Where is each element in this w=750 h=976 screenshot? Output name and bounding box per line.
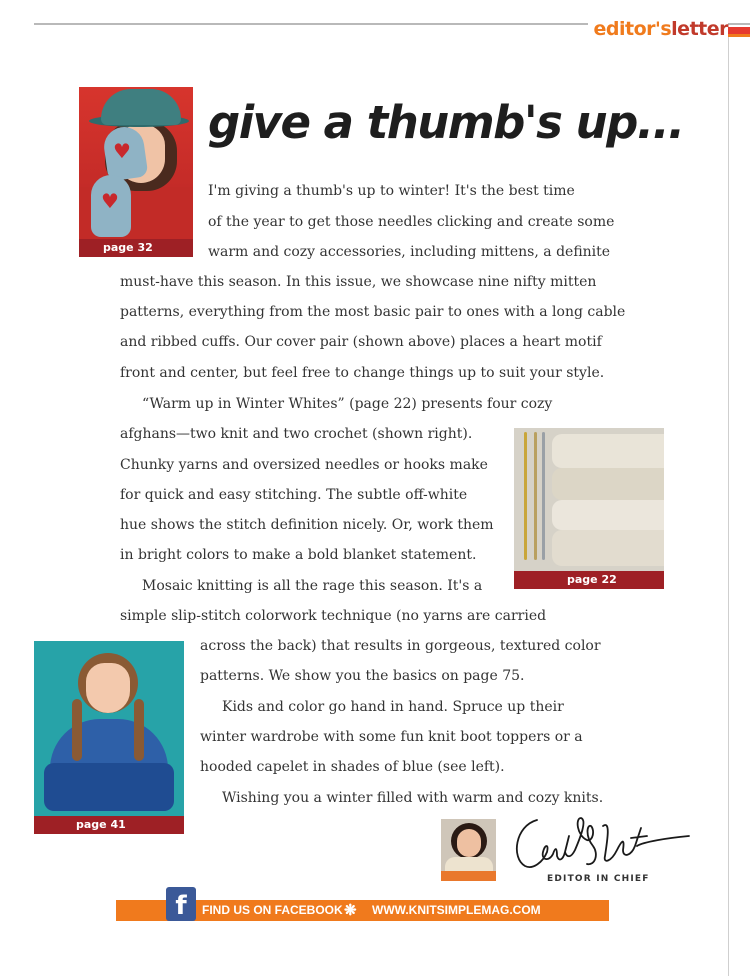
body-line: simple slip-stitch colorwork technique (no yarns are carried: [120, 608, 547, 624]
facebook-icon[interactable]: f: [166, 887, 196, 921]
body-line: hue shows the stitch definition nicely. Or, work them: [120, 517, 494, 533]
page-gutter-rule: [728, 27, 729, 976]
website-link[interactable]: WWW.KNITSIMPLEMAG.COM: [372, 903, 541, 917]
facebook-link[interactable]: FIND US ON FACEBOOK: [202, 903, 343, 917]
section-tag-letter: letter: [671, 18, 728, 40]
body-line: patterns, everything from the most basic pair to ones with a long cable: [120, 304, 626, 320]
heart-icon: ♥: [101, 189, 119, 213]
caption-page-22: page 22: [567, 573, 617, 586]
body-line: “Warm up in Winter Whites” (page 22) presents four cozy: [142, 396, 553, 412]
afghans-photo: [514, 428, 664, 589]
headline: give a thumb's up...: [208, 96, 684, 149]
caption-page-41: page 41: [76, 818, 126, 831]
heart-icon: ♥: [113, 139, 131, 163]
body-line: for quick and easy stitching. The subtle off-white: [120, 487, 468, 503]
body-line: must-have this season. In this issue, we showcase nine nifty mitten: [120, 274, 597, 290]
photo-caption: [514, 571, 664, 589]
body-line: front and center, but feel free to change things up to suit your style.: [120, 365, 605, 381]
body-line: patterns. We show you the basics on page 75.: [200, 668, 525, 684]
caption-page-32: page 32: [103, 241, 153, 254]
body-line: of the year to get those needles clicking and create some: [208, 214, 615, 230]
capelet-photo: [34, 641, 184, 834]
section-tag-editors: editor's: [593, 18, 672, 40]
section-tag-bar: [728, 27, 750, 34]
editor-title: EDITOR IN CHIEF: [547, 874, 650, 884]
body-line: winter wardrobe with some fun knit boot toppers or a: [200, 729, 583, 745]
body-line: Wishing you a winter filled with warm and cozy knits.: [222, 790, 604, 806]
section-tag: [588, 18, 728, 40]
body-line: Kids and color go hand in hand. Spruce up their: [222, 699, 564, 715]
body-line: warm and cozy accessories, including mittens, a definite: [208, 244, 611, 260]
asterisk-separator-icon: ❋: [344, 902, 357, 919]
photo-caption: [34, 816, 184, 834]
body-line: Mosaic knitting is all the rage this season. It's a: [142, 578, 483, 594]
mittens-photo: [79, 87, 193, 257]
body-line: I'm giving a thumb's up to winter! It's the best time: [208, 183, 575, 199]
section-tag-bar-accent: [728, 34, 750, 37]
body-line: hooded capelet in shades of blue (see left).: [200, 759, 505, 775]
body-line: in bright colors to make a bold blanket statement.: [120, 547, 477, 563]
body-line: and ribbed cuffs. Our cover pair (shown above) places a heart motif: [120, 334, 602, 350]
body-line: Chunky yarns and oversized needles or hooks make: [120, 457, 488, 473]
editor-signature: [507, 806, 692, 878]
editor-portrait: [441, 819, 496, 881]
body-line: afghans—two knit and two crochet (shown right).: [120, 426, 473, 442]
photo-caption: [79, 239, 193, 257]
body-line: across the back) that results in gorgeous, textured color: [200, 638, 601, 654]
